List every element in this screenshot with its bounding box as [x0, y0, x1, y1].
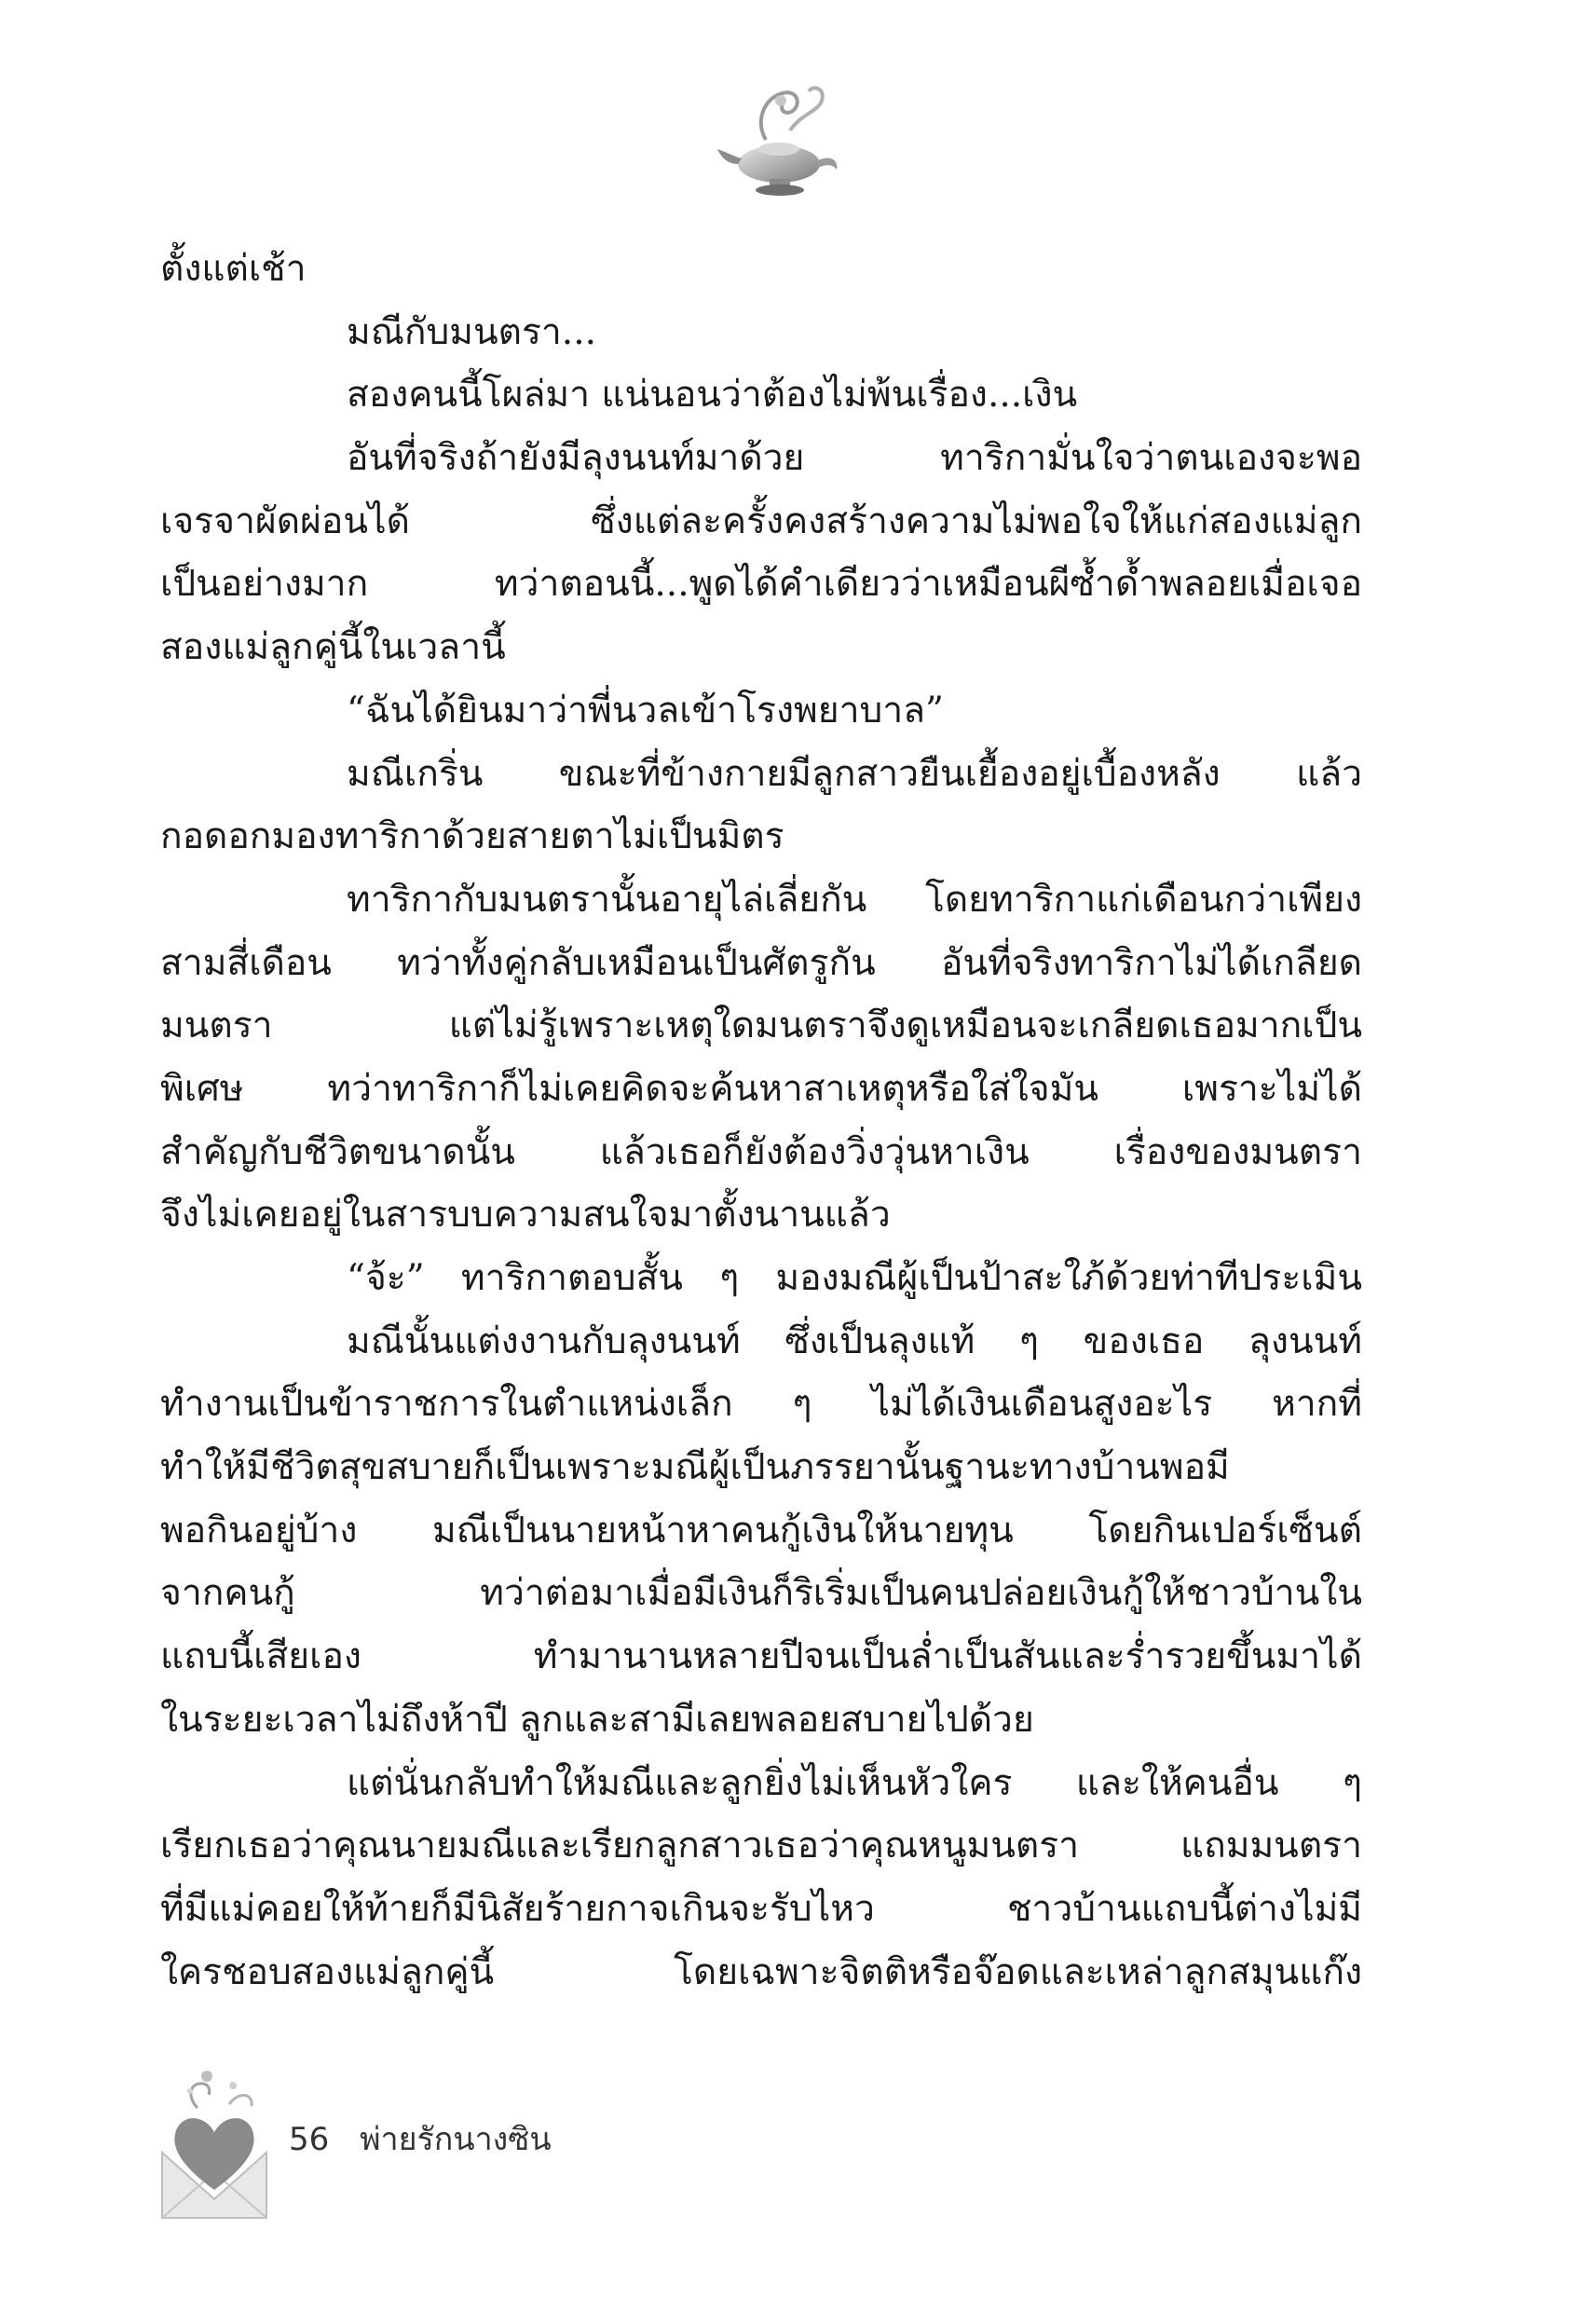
text-line: สองแม่ลูกคู่นี้ในเวลานี้ [160, 626, 506, 669]
text-line: ตั้งแต่เช้า [160, 248, 307, 290]
text-line: “ฉันได้ยินมาว่าพี่นวลเข้าโรงพยาบาล” [347, 689, 944, 732]
text-line: เจรจาผัดผ่อนได้ ซึ่งแต่ละครั้งคงสร้างความไม่พอใจให้แก่สองแม่ลูก [160, 499, 1362, 542]
text-line: มณีเกริ่น ขณะที่ข้างกายมีลูกสาวยืนเยื้องอยู่เบื้องหลัง แล้ว [347, 752, 1362, 795]
text-line: สองคนนี้โผล่มา แน่นอนว่าต้องไม่พ้นเรื่อง...เงิน [347, 374, 1078, 417]
text-line: สำคัญกับชีวิตขนาดนั้น แล้วเธอก็ยังต้องวิ่งวุ่นหาเงิน เรื่องของมนตรา [160, 1130, 1362, 1173]
page-footer [149, 2059, 708, 2227]
text-line: มณีนั้นแต่งงานกับลุงนนท์ ซึ่งเป็นลุงแท้ ๆ ของเธอ ลุงนนท์ [347, 1320, 1362, 1362]
text-line: แถบนี้เสียเอง ทำมานานหลายปีจนเป็นล่ำเป็นสันและร่ำรวยขึ้นมาได้ [160, 1635, 1362, 1678]
text-line: ทำให้มีชีวิตสุขสบายก็เป็นเพราะมณีผู้เป็นภรรยานั้นฐานะทางบ้านพอมี [160, 1446, 1230, 1489]
text-line: แต่นั่นกลับทำให้มณีและลูกยิ่งไม่เห็นหัวใคร และให้คนอื่น ๆ [347, 1761, 1362, 1804]
text-line: พิเศษ ทว่าทาริกาก็ไม่เคยคิดจะค้นหาสาเหตุหรือใส่ใจมัน เพราะไม่ได้ [160, 1067, 1362, 1110]
text-line: เรียกเธอว่าคุณนายมณีและเรียกลูกสาวเธอว่าคุณหนูมนตรา แถมมนตรา [160, 1825, 1362, 1867]
text-line: “จ้ะ” ทาริกาตอบสั้น ๆ มองมณีผู้เป็นป้าสะใภ้ด้วยท่าทีประเมิน [347, 1257, 1362, 1299]
text-line: พอกินอยู่บ้าง มณีเป็นนายหน้าหาคนกู้เงินให้นายทุน โดยกินเปอร์เซ็นต์ [160, 1509, 1362, 1552]
envelope-heart-icon [149, 2059, 280, 2227]
text-line: ในระยะเวลาไม่ถึงห้าปี ลูกและสามีเลยพลอยสบายไปด้วย [160, 1698, 1034, 1741]
lamp-icon [708, 75, 848, 205]
text-line: ที่มีแม่คอยให้ท้ายก็มีนิสัยร้ายกาจเกินจะรับไหว ชาวบ้านแถบนี้ต่างไม่มี [160, 1887, 1362, 1930]
text-line: มนตรา แต่ไม่รู้เพราะเหตุใดมนตราจึงดูเหมือนจะเกลียดเธอมากเป็น [160, 1005, 1362, 1047]
text-line: เป็นอย่างมาก ทว่าตอนนี้...พูดได้คำเดียวว่าเหมือนผีซ้ำด้ำพลอยเมื่อเจอ [160, 563, 1362, 606]
text-line: ใครชอบสองแม่ลูกคู่นี้ โดยเฉพาะจิตติหรือจ๊อดและเหล่าลูกสมุนแก๊ง [160, 1950, 1362, 1993]
body-text [160, 238, 1362, 2003]
text-line: ทาริกากับมนตรานั้นอายุไล่เลี่ยกัน โดยทาริกาแก่เดือนกว่าเพียง [347, 878, 1362, 921]
text-line: กอดอกมองทาริกาด้วยสายตาไม่เป็นมิตร [160, 815, 784, 858]
text-line: มณีกับมนตรา... [347, 310, 596, 353]
text-line: จากคนกู้ ทว่าต่อมาเมื่อมีเงินก็ริเริ่มเป็นคนปล่อยเงินกู้ให้ชาวบ้านใน [160, 1572, 1362, 1615]
text-line: อันที่จริงถ้ายังมีลุงนนท์มาด้วย ทาริกามั่นใจว่าตนเองจะพอ [347, 437, 1362, 480]
book-title: พ่ายรักนางซิน [360, 2121, 552, 2158]
text-line: ทำงานเป็นข้าราชการในตำแหน่งเล็ก ๆ ไม่ได้เงินเดือนสูงอะไร หากที่ [160, 1383, 1362, 1426]
text-line: สามสี่เดือน ทว่าทั้งคู่กลับเหมือนเป็นศัตรูกัน อันที่จริงทาริกาไม่ได้เกลียด [160, 941, 1362, 984]
footer-text [289, 2113, 552, 2164]
text-line: จึงไม่เคยอยู่ในสารบบความสนใจมาตั้งนานแล้ว [160, 1194, 891, 1237]
page-number: 56 [289, 2121, 330, 2158]
